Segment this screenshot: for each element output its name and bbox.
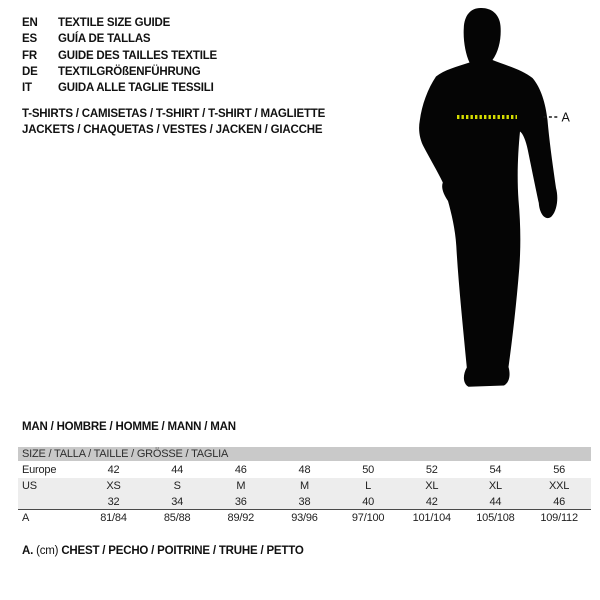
footnote-unit: (cm): [36, 545, 59, 557]
cell-europe: 42: [82, 461, 146, 478]
silhouette-svg: [408, 0, 600, 400]
language-label: TEXTILGRÖßENFÜHRUNG: [58, 65, 201, 78]
language-label: GUIDA ALLE TAGLIE TESSILI: [58, 82, 214, 95]
category-line-jackets: JACKETS / CHAQUETAS / VESTES / JACKEN / GIACCHE: [22, 123, 323, 136]
cell-us-letter: XL: [464, 478, 528, 494]
cell-chest: 97/100: [336, 510, 400, 527]
cell-us-letter: S: [145, 478, 209, 494]
cell-chest: 101/104: [400, 510, 464, 527]
language-code: EN: [22, 17, 38, 29]
cell-us-letter: M: [273, 478, 337, 494]
row-label-europe: Europe: [18, 461, 82, 478]
category-line-tshirts: T-SHIRTS / CAMISETAS / T-SHIRT / T-SHIRT / MAGLIETTE: [22, 108, 326, 120]
cell-us-letter: L: [336, 478, 400, 494]
language-row: [22, 48, 217, 64]
cell-chest: 85/88: [145, 510, 209, 527]
section-title-man: MAN / HOMBRE / HOMME / MANN / MAN: [22, 421, 236, 433]
cell-us-number: 36: [209, 494, 273, 510]
table-row-us-number: [18, 494, 591, 510]
man-silhouette-shape: [419, 8, 557, 387]
man-silhouette-figure: [408, 0, 600, 400]
cell-europe: 54: [464, 461, 528, 478]
language-label: TEXTILE SIZE GUIDE: [58, 17, 171, 29]
language-code: FR: [22, 49, 37, 62]
language-row: [22, 31, 217, 47]
cell-us-number: 32: [82, 494, 146, 510]
cell-chest: 89/92: [209, 510, 273, 527]
cell-us-number: 44: [464, 494, 528, 510]
cell-us-letter: XS: [82, 478, 146, 494]
measure-footnote: [22, 545, 304, 557]
cell-us-letter: M: [209, 478, 273, 494]
cell-us-number: 40: [336, 494, 400, 510]
language-code: DE: [22, 65, 38, 78]
cell-us-letter: XXL: [527, 478, 591, 494]
cell-us-number: 34: [145, 494, 209, 510]
cell-europe: 50: [336, 461, 400, 478]
language-row: [22, 80, 217, 96]
cell-chest: 109/112: [527, 510, 591, 527]
cell-europe: 56: [527, 461, 591, 478]
language-label: GUIDE DES TAILLES TEXTILE: [58, 49, 217, 62]
cell-us-number: 42: [400, 494, 464, 510]
garment-categories: [22, 107, 325, 138]
row-label-empty: [18, 494, 82, 510]
cell-europe: 44: [145, 461, 209, 478]
row-label-us: US: [18, 478, 82, 494]
table-row-us-letter: [18, 478, 591, 494]
footnote-prefix: A.: [22, 545, 34, 557]
language-label: GUÍA DE TALLAS: [58, 33, 151, 46]
language-code: IT: [22, 82, 32, 95]
language-row: [22, 15, 217, 31]
cell-us-number: 38: [273, 494, 337, 510]
cell-europe: 52: [400, 461, 464, 478]
row-label-a: A: [18, 510, 82, 527]
cell-europe: 46: [209, 461, 273, 478]
cell-chest: 81/84: [82, 510, 146, 527]
language-code: ES: [22, 33, 37, 46]
cell-us-number: 46: [527, 494, 591, 510]
cell-europe: 48: [273, 461, 337, 478]
cell-us-letter: XL: [400, 478, 464, 494]
size-table: [18, 447, 591, 526]
language-row: [22, 64, 217, 80]
cell-chest: 93/96: [273, 510, 337, 527]
table-row-europe: [18, 461, 591, 478]
footnote-text: CHEST / PECHO / POITRINE / TRUHE / PETTO: [61, 545, 304, 557]
size-table-header-row: [18, 447, 591, 461]
measure-label-a: A: [561, 110, 570, 125]
language-guide-list: [22, 15, 217, 96]
cell-chest: 105/108: [464, 510, 528, 527]
size-table-header: SIZE / TALLA / TAILLE / GRÖSSE / TAGLIA: [18, 447, 591, 461]
table-row-chest-a: [18, 510, 591, 527]
